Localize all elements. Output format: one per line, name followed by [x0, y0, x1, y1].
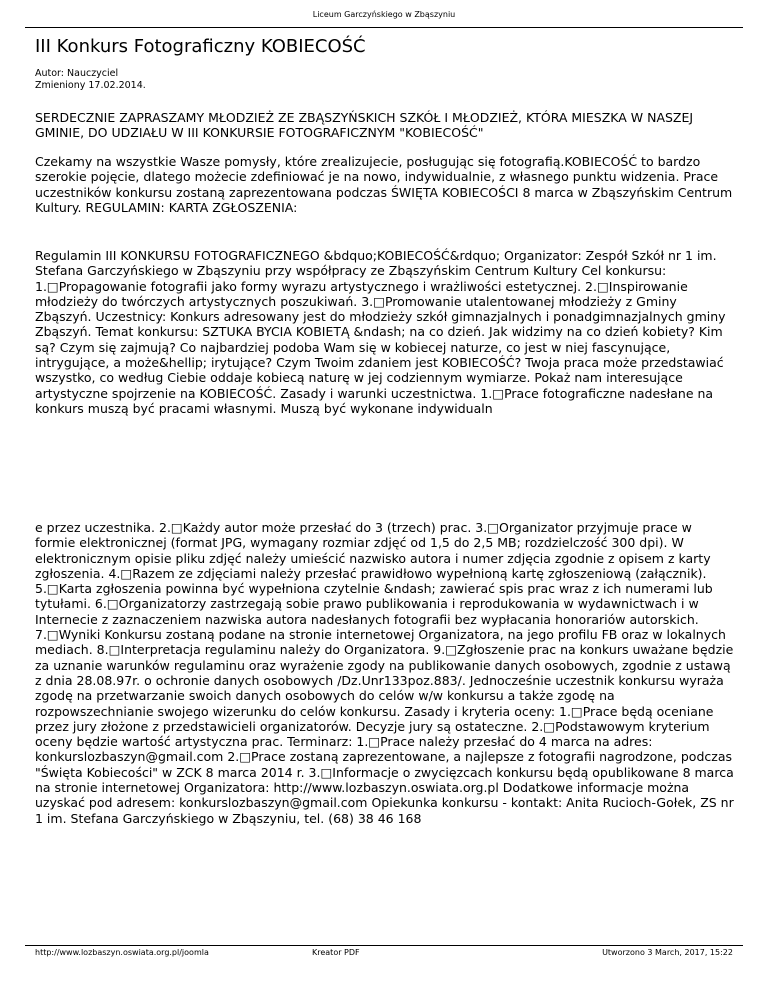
header-rule [25, 27, 743, 28]
footer-created-date: Utworzono 3 March, 2017, 15:22 [602, 948, 733, 957]
footer-url: http://www.lozbaszyn.oswiata.org.pl/joomla [35, 948, 209, 957]
article-meta [35, 68, 146, 92]
invitation-paragraph: SERDECZNIE ZAPRASZAMY MŁODZIEŻ ZE ZBĄSZYŃSKICH SZKÓŁ I MŁODZIEŻ, KTÓRA MIESZKA W NASZEJ GMINIE, DO UDZIAŁU W III KONKURSIE FOTOGRAFICZNYM "KOBIECOŚĆ" [35, 110, 694, 141]
footer-generator: Kreator PDF [312, 948, 360, 957]
rules-paragraph: Regulamin III KONKURSU FOTOGRAFICZNEGO &bdquo;KOBIECOŚĆ&rdquo; Organizator: Zespół Szkół nr 1 im. Stefana Garczyńskiego w Zbąszyniu przy współpracy ze Zbąszyńskim Centrum Kultury Cel konkursu: 1.□Propagowanie fotografii jako formy wyrazu artystycznego i wrażliwości estetycznej. 2.□Inspirowanie młodzieży do twórczych artystycznych poszukiwań. 3.□Promowanie utalentowanej młodzieży z Gminy Zbąszyń. Uczestnicy: Konkurs adresowany jest do młodzieży szkół gimnazjalnych i ponadgimnazjalnych gminy Zbąszyń. Temat konkursu: SZTUKA BYCIA KOBIETĄ &ndash; na co dzień. Jak widzimy na co dzień kobiety? Kim są? Czym się zajmują? Co najbardziej podoba Wam się w kobiecej naturze, co jest w niej fascynujące, intrygujące, a może&hellip; irytujące? Czym Twoim zdaniem jest KOBIECOŚĆ? Twoja praca może przedstawiać wszystko, co według Ciebie oddaje kobiecą naturę w jej codziennym wymiarze. Pokaż nam interesujące artystyczne spojrzenie na KOBIECOŚĆ. Zasady i warunki uczestnictwa. 1.□Prace fotograficzne nadesłane na konkurs muszą być pracami własnymi. Muszą być wykonane indywidualn [35, 248, 726, 416]
author-line: Autor: Nauczyciel [35, 68, 119, 79]
page-header: Liceum Garczyńskiego w Zbąszyniu [312, 10, 456, 19]
modified-date: Zmieniony 17.02.2014. [35, 80, 146, 91]
intro-paragraph: Czekamy na wszystkie Wasze pomysły, które zrealizujecie, posługując się fotografią.KOBIECOŚĆ to bardzo szerokie pojęcie, dlatego możecie zdefiniować je na nowo, indywidualnie, z własnego punktu widzenia. Prace uczestników konkursu zostaną zaprezentowana podczas ŚWIĘTA KOBIECOŚCI 8 marca w Zbąszyńskim Centrum Kultury. REGULAMIN: KARTA ZGŁOSZENIA: [35, 154, 733, 215]
footer-rule [25, 945, 743, 946]
article-title: III Konkurs Fotograficzny KOBIECOŚĆ [35, 36, 366, 57]
rules-continued-paragraph: e przez uczestnika. 2.□Każdy autor może przesłać do 3 (trzech) prac. 3.□Organizator przyjmuje prace w formie elektronicznej (format JPG, wymagany rozmiar zdjęć od 1,5 do 2,5 MB; rozdzielczość 300 dpi). W elektronicznym opisie pliku zdjęć należy umieścić nazwisko autora i numer zdjęcia zgodnie z opisem z karty zgłoszenia. 4.□Razem ze zdjęciami należy przesłać prawidłowo wypełnioną kartę zgłoszeniową (załącznik). 5.□Karta zgłoszenia powinna być wypełniona czytelnie &ndash; zawierać spis prac wraz z ich numerami lub tytułami. 6.□Organizatorzy zastrzegają sobie prawo publikowania i reprodukowania w wydawnictwach i w Internecie z zaznaczeniem nazwiska autora nadesłanych fotografii bez wypłacania honorariów autorskich. 7.□Wyniki Konkursu zostaną podane na stronie internetowej Organizatora, na jego profilu FB oraz w lokalnych mediach. 8.□Interpretacja regulaminu należy do Organizatora. 9.□Zgłoszenie prac na konkurs uważane będzie za uznanie warunków regulaminu oraz wyrażenie zgody na publikowanie danych osobowych, zgodnie z ustawą z dnia 28.08.97r. o ochronie danych osobowych /Dz.Unr133poz.883/. Jednocześnie uczestnik konkursu wyraża zgodę na przetwarzanie swoich danych osobowych do celów w/w konkursu a także zgodę na rozpowszechnianie swojego wizerunku do celów konkursu. Zasady i kryteria oceny: 1.□Prace będą oceniane przez jury złożone z przedstawicieli organizatorów. Decyzje jury są ostateczne. 2.□Podstawowym kryterium oceny będzie wartość artystyczna prac. Terminarz: 1.□Prace należy przesłać do 4 marca na adres: konkurslozbaszyn@gmail.com 2.□Prace zostaną zaprezentowane, a najlepsze z fotografii nagrodzone, podczas "Święta Kobiecości" w ZCK 8 marca 2014 r. 3.□Informacje o zwycięzcach konkursu będą opublikowane 8 marca na stronie internetowej Organizatora: http://www.lozbaszyn.oswiata.org.pl Dodatkowe informacje można uzyskać pod adresem: konkurslozbaszyn@gmail.com Opiekunka konkursu - kontakt: Anita Rucioch-Gołek, ZS nr 1 im. Stefana Garczyńskiego w Zbąszyniu, tel. (68) 38 46 168 [35, 520, 734, 826]
